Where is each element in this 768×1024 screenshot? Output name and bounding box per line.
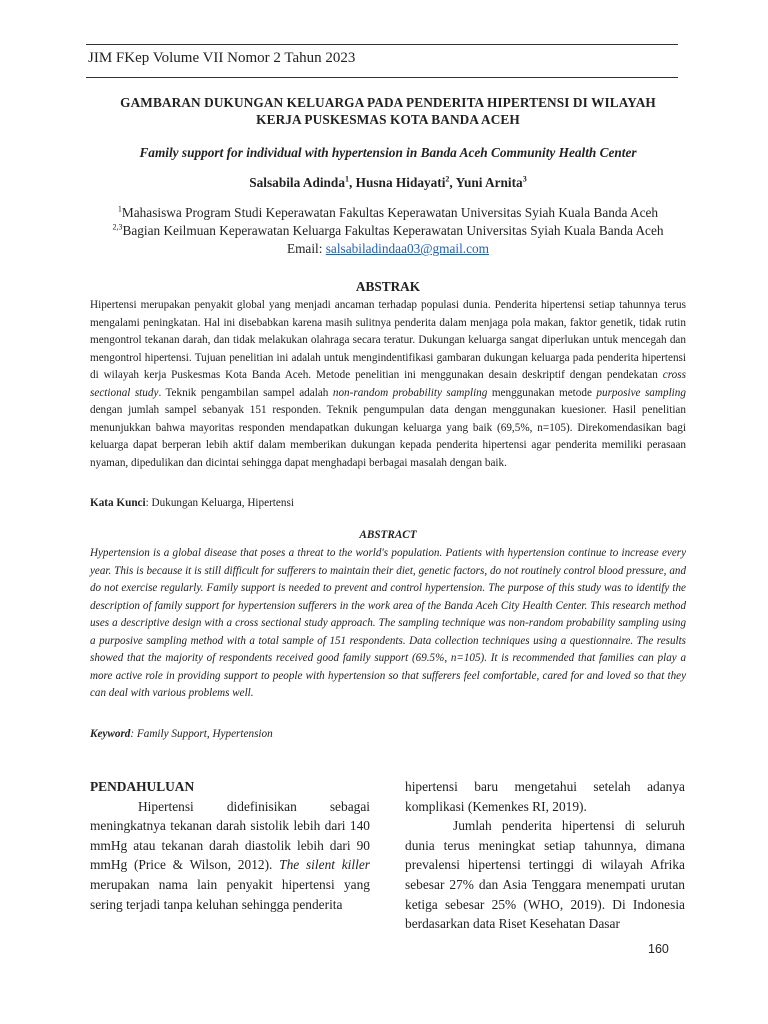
body-paragraph: Jumlah penderita hipertensi di seluruh dunia terus meningkat setiap tahunnya, dimana prevalensi hipertensi tertinggi di wilayah Afrika sebesar 27% dan Asia Tenggara menempati urutan ketiga sebesar 25% (WHO, 2019). Di Indonesia berdasarkan data Riset Kesehatan Dasar [405,818,685,932]
author-separator: , [348,175,356,190]
abstrak-italic: purposive sampling [596,386,686,399]
author-list [90,175,686,191]
email-label: Email: [286,241,326,256]
affiliation-2-sup: 2,3 [112,222,123,232]
abstract-body: Hypertension is a global disease that poses a threat to the world's population. Patients with hypertension continue to increase every year. This is because it is still difficult for sufferers to maintain their diet, genetic factors, do not routinely control blood pressure, and do not exercise regularly. Family support is needed to prevent and control hypertension. The purpose of this study was to identify the description of family support for hypertension sufferers in the work area of the Banda Aceh City Health Center. This research method uses a descriptive design with a cross sectional study approach. The sampling technique was non-random probability sampling using a purposive sampling method with a total sample of 151 respondents. Data collection techniques using a questionnaire. The results showed that the majority of respondents received good family support (69.5%, n=105). It is recommended that families can play a more active role in providing support to people with hypertension so that sufferers feel comfortable, cared for and loved so that they can deal with various problems well. [90,547,686,699]
kata-kunci-label: Kata Kunci [90,497,146,509]
author-affil-sup: 3 [522,174,527,184]
paper-title-line-1: GAMBARAN DUKUNGAN KELUARGA PADA PENDERITA HIPERTENSI DI WILAYAH [120,95,656,110]
keyword-value: : Family Support, Hypertension [130,728,273,740]
header-rule-top [86,44,678,45]
abstrak-text: . Teknik pengambilan sampel adalah [158,386,333,399]
email-line [90,240,686,258]
kata-kunci [90,497,686,509]
author-name: Husna Hidayati [355,175,446,190]
abstrak-italic: non-random probability sampling [332,386,488,399]
body-paragraph: hipertensi baru mengetahui setelah adanya komplikasi (Kemenkes RI, 2019). [405,779,685,814]
abstrak-text: menggunakan metode [487,386,597,399]
keyword-label: Keyword [90,728,131,740]
page-number: 160 [648,942,669,956]
affiliation-2 [90,222,686,240]
body-italic: The silent killer [279,857,370,873]
abstract-heading: ABSTRACT [359,529,417,541]
affiliation-1-text: Mahasiswa Program Studi Keperawatan Fakultas Keperawatan Universitas Syiah Kuala Banda Aceh [121,205,659,220]
affiliation-1 [90,204,686,222]
body-column-right [405,777,685,934]
paper-title-line-2: KERJA PUSKESMAS KOTA BANDA ACEH [256,112,520,127]
author-affil-sup: 2 [445,174,450,184]
abstrak-text: Hipertensi merupakan penyakit global yang menjadi ancaman terhadap populasi dunia. Penderita hipertensi setiap tahunnya terus mengalami peningkatan. Hal ini disebabkan karena masih sulitnya penderita dalam menjaga pola makan, faktor genetik, tidak rutin mengontrol tekanan darah, dan tidak melakukan olahraga secara teratur. Dukungan keluarga sangat diperlukan untuk mencegah dan mengontrol hipertensi. Tujuan penelitian ini adalah untuk mengindentifikasi gambaran dukungan keluarga pada penderita hipertensi di wilayah kerja Puskesmas Kota Banda Aceh. Metode penelitian ini menggunakan desain deskriptif dengan pendekatan [90,299,686,381]
abstrak-body [90,297,686,472]
section-heading-pendahuluan: PENDAHULUAN [90,779,195,794]
body-text: Hipertensi didefinisikan sebagai meningkatnya tekanan darah sistolik lebih dari 140 mmHg atau tekanan darah diastolik lebih dari 90 mmHg (Price & Wilson, 2012). [90,798,370,873]
paper-title [90,94,686,128]
header-rule-bottom [86,77,678,78]
journal-header: JIM FKep Volume VII Nomor 2 Tahun 2023 [88,50,356,66]
kata-kunci-value: : Dukungan Keluarga, Hipertensi [145,497,294,509]
body-paragraph [90,797,370,915]
abstrak-italic: cross sectional study [90,369,686,399]
affiliations [90,204,686,258]
author-name: Yuni Arnita [455,175,523,190]
english-title: Family support for individual with hypertension in Banda Aceh Community Health Center [139,145,637,160]
body-column-left [90,777,370,914]
body-text: merupakan nama lain penyakit hipertensi yang sering terjadi tanpa keluhan sehingga penderita [90,876,370,912]
keyword-line [90,728,686,740]
email-link[interactable]: salsabiladindaa03@gmail.com [325,241,490,256]
abstrak-heading: ABSTRAK [355,279,421,294]
author-name: Salsabila Adinda [249,175,345,190]
author-affil-sup: 1 [344,174,349,184]
author-separator: , [449,175,456,190]
affiliation-2-text: Bagian Keilmuan Keperawatan Keluarga Fakultas Keperawatan Universitas Syiah Kuala Banda Aceh [122,223,664,238]
affiliation-1-sup: 1 [117,204,122,214]
abstrak-text: dengan jumlah sampel sebanyak 151 responden. Teknik pengumpulan data dengan menggunakan kuesioner. Hasil penelitian menunjukkan bahwa mayoritas responden mendapatkan dukungan keluarga yang baik (69,5%, n=105). Direkomendasikan bagi keluarga dapat berperan lebih aktif dalam memberikan dukungan kepada penderita hipertensi agar penderita memiliki perasaan nyaman, dipedulikan dan dicintai sehingga dapat menghadapi berbagai masalah dengan baik. [90,404,686,469]
